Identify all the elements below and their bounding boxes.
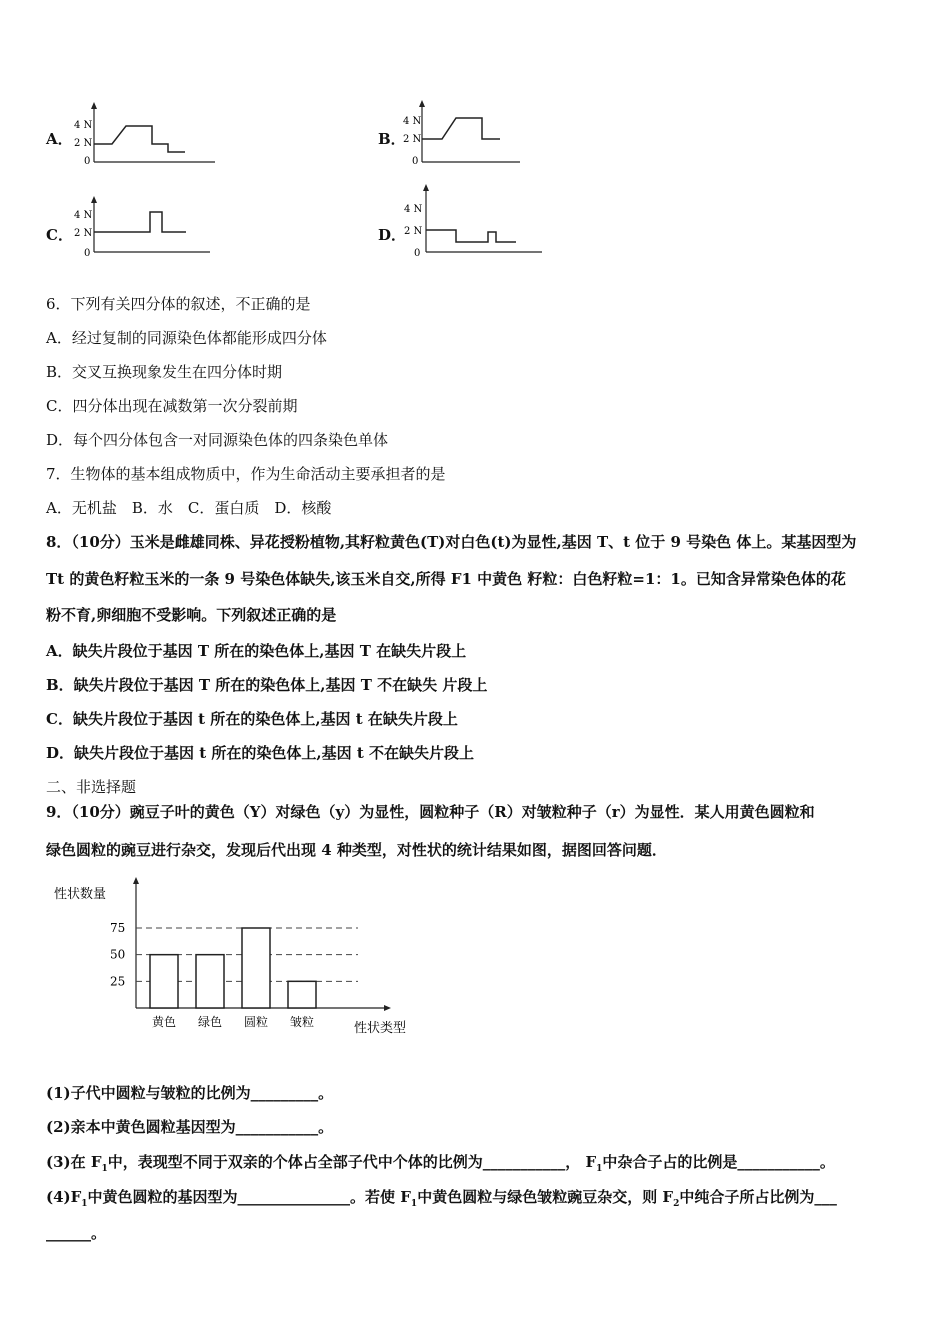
y-tick-2n: 2 N <box>74 228 93 239</box>
y-tick-2n: 2 N <box>403 134 422 145</box>
q9-line2: 绿色圆粒的豌豆进行杂交，发现后代出现 4 种类型，对性状的统计结果如图，据图回答问题． <box>46 841 667 859</box>
q9-line1: 9．（10分）豌豆子叶的黄色（Y）对绿色（y）为显性，圆粒种子（R）对皱粒种子（r）为显性．某人用黄色圆粒和 <box>46 803 815 821</box>
option-c-graph <box>70 194 220 264</box>
section-2-heading: 二、非选择题 <box>46 778 137 796</box>
q6-option-b: B．交叉互换现象发生在四分体时期 <box>46 363 283 381</box>
category-label: 圆粒 <box>243 1015 269 1029</box>
y-axis-arrow <box>419 100 425 107</box>
q9-sub4-part1: (4)F <box>46 1188 82 1206</box>
bar-0 <box>150 955 178 1008</box>
category-label: 绿色 <box>197 1015 223 1029</box>
chart-ylabel: 性状数量 <box>54 887 107 902</box>
option-a-graph <box>70 100 220 170</box>
q7-options: A．无机盐 B．水 C．蛋白质 D．核酸 <box>46 499 332 517</box>
option-a-label: A． <box>46 130 73 148</box>
trait-bar-chart <box>40 876 440 1046</box>
q6-option-c: C．四分体出现在减数第一次分裂前期 <box>46 397 298 415</box>
q9-sub4-continued: ______。 <box>46 1224 107 1242</box>
y-tick-label: 50 <box>110 947 126 962</box>
y-tick-0: 0 <box>412 156 419 167</box>
q9-sub3 <box>46 1152 906 1179</box>
chart-x-axis-arrow <box>384 1005 391 1011</box>
y-tick-4n: 4 N <box>403 116 422 127</box>
q8-option-a: A．缺失片段位于基因 T 所在的染色体上,基因 T 在缺失片段上 <box>46 642 467 660</box>
y-tick-0: 0 <box>414 248 421 259</box>
q8-option-d: D．缺失片段位于基因 t 所在的染色体上,基因 t 不在缺失片段上 <box>46 744 474 762</box>
chart-y-axis-arrow <box>133 877 139 884</box>
category-label: 皱粒 <box>289 1015 315 1029</box>
q9-sub4-subscript-c: 2 <box>673 1199 680 1209</box>
q9-sub4-subscript-b: 1 <box>410 1199 418 1209</box>
y-axis-arrow <box>423 184 429 191</box>
option-b-graph <box>400 98 550 168</box>
force-curve <box>422 118 500 139</box>
option-b-label: B． <box>378 130 406 148</box>
y-tick-4n: 4 N <box>404 204 423 215</box>
q8-line3: 粉不育,卵细胞不受影响。下列叙述正确的是 <box>46 606 337 624</box>
y-tick-4n: 4 N <box>74 120 93 131</box>
bar-1 <box>196 955 224 1008</box>
q9-sub4-part3: 中黄色圆粒与绿色皱粒豌豆杂交，则 F <box>417 1188 674 1206</box>
option-d-graph <box>400 182 550 262</box>
y-tick-label: 75 <box>110 921 126 935</box>
y-tick-2n: 2 N <box>404 226 423 237</box>
category-label: 黄色 <box>151 1015 177 1029</box>
q6-stem: 6．下列有关四分体的叙述，不正确的是 <box>46 295 311 313</box>
q6-option-a: A．经过复制的同源染色体都能形成四分体 <box>46 329 327 347</box>
q9-sub4-subscript-a: 1 <box>81 1199 88 1209</box>
q9-sub3-subscript-a: 1 <box>101 1164 108 1174</box>
q7-stem: 7．生物体的基本组成物质中，作为生命活动主要承担者的是 <box>46 465 446 483</box>
y-tick-2n: 2 N <box>74 138 93 149</box>
q8-option-c: C．缺失片段位于基因 t 所在的染色体上,基因 t 在缺失片段上 <box>46 710 458 728</box>
q8-line2: Tt 的黄色籽粒玉米的一条 9 号染色体缺失,该玉米自交,所得 F1 中黄色 籽粒：白色籽粒=1：1。已知含异常染色体的花 <box>46 570 846 588</box>
q9-sub3-subscript-b: 1 <box>596 1164 603 1174</box>
force-curve <box>94 212 186 232</box>
option-c-label: C． <box>46 226 73 244</box>
q6-option-d: D．每个四分体包含一对同源染色体的四条染色单体 <box>46 431 389 449</box>
y-tick-4n: 4 N <box>74 210 93 221</box>
y-axis-arrow <box>91 102 97 109</box>
y-axis-arrow <box>91 196 97 203</box>
q8-line1: 8．（10分）玉米是雌雄同株、异花授粉植物,其籽粒黄色(T)对白色(t)为显性,基因 T、t 位于 9 号染色 体上。某基因型为 <box>46 533 857 551</box>
q9-sub4 <box>46 1187 906 1214</box>
q9-sub1: (1)子代中圆粒与皱粒的比例为_________。 <box>46 1084 334 1102</box>
q9-sub3-part3: 中杂合子占的比例是___________。 <box>602 1153 835 1171</box>
bar-2 <box>242 928 270 1008</box>
q9-sub2: (2)亲本中黄色圆粒基因型为___________。 <box>46 1118 334 1136</box>
q9-sub3-part2: 中，表现型不同于双亲的个体占全部子代中个体的比例为___________， F <box>107 1153 597 1171</box>
force-curve <box>426 230 516 242</box>
chart-xlabel: 性状类型 <box>354 1021 407 1036</box>
y-tick-label: 25 <box>110 974 126 989</box>
y-tick-0: 0 <box>84 248 91 259</box>
q9-sub3-part1: (3)在 F <box>46 1153 102 1171</box>
y-tick-0: 0 <box>84 156 91 167</box>
q8-option-b: B．缺失片段位于基因 T 所在的染色体上,基因 T 不在缺失 片段上 <box>46 676 488 694</box>
option-d-label: D． <box>378 226 407 244</box>
q9-sub4-part2: 中黄色圆粒的基因型为_______________。若使 F <box>87 1188 411 1206</box>
q9-sub4-part4: 中纯合子所占比例为___ <box>679 1188 837 1206</box>
force-curve <box>94 126 185 152</box>
bar-3 <box>288 981 316 1008</box>
